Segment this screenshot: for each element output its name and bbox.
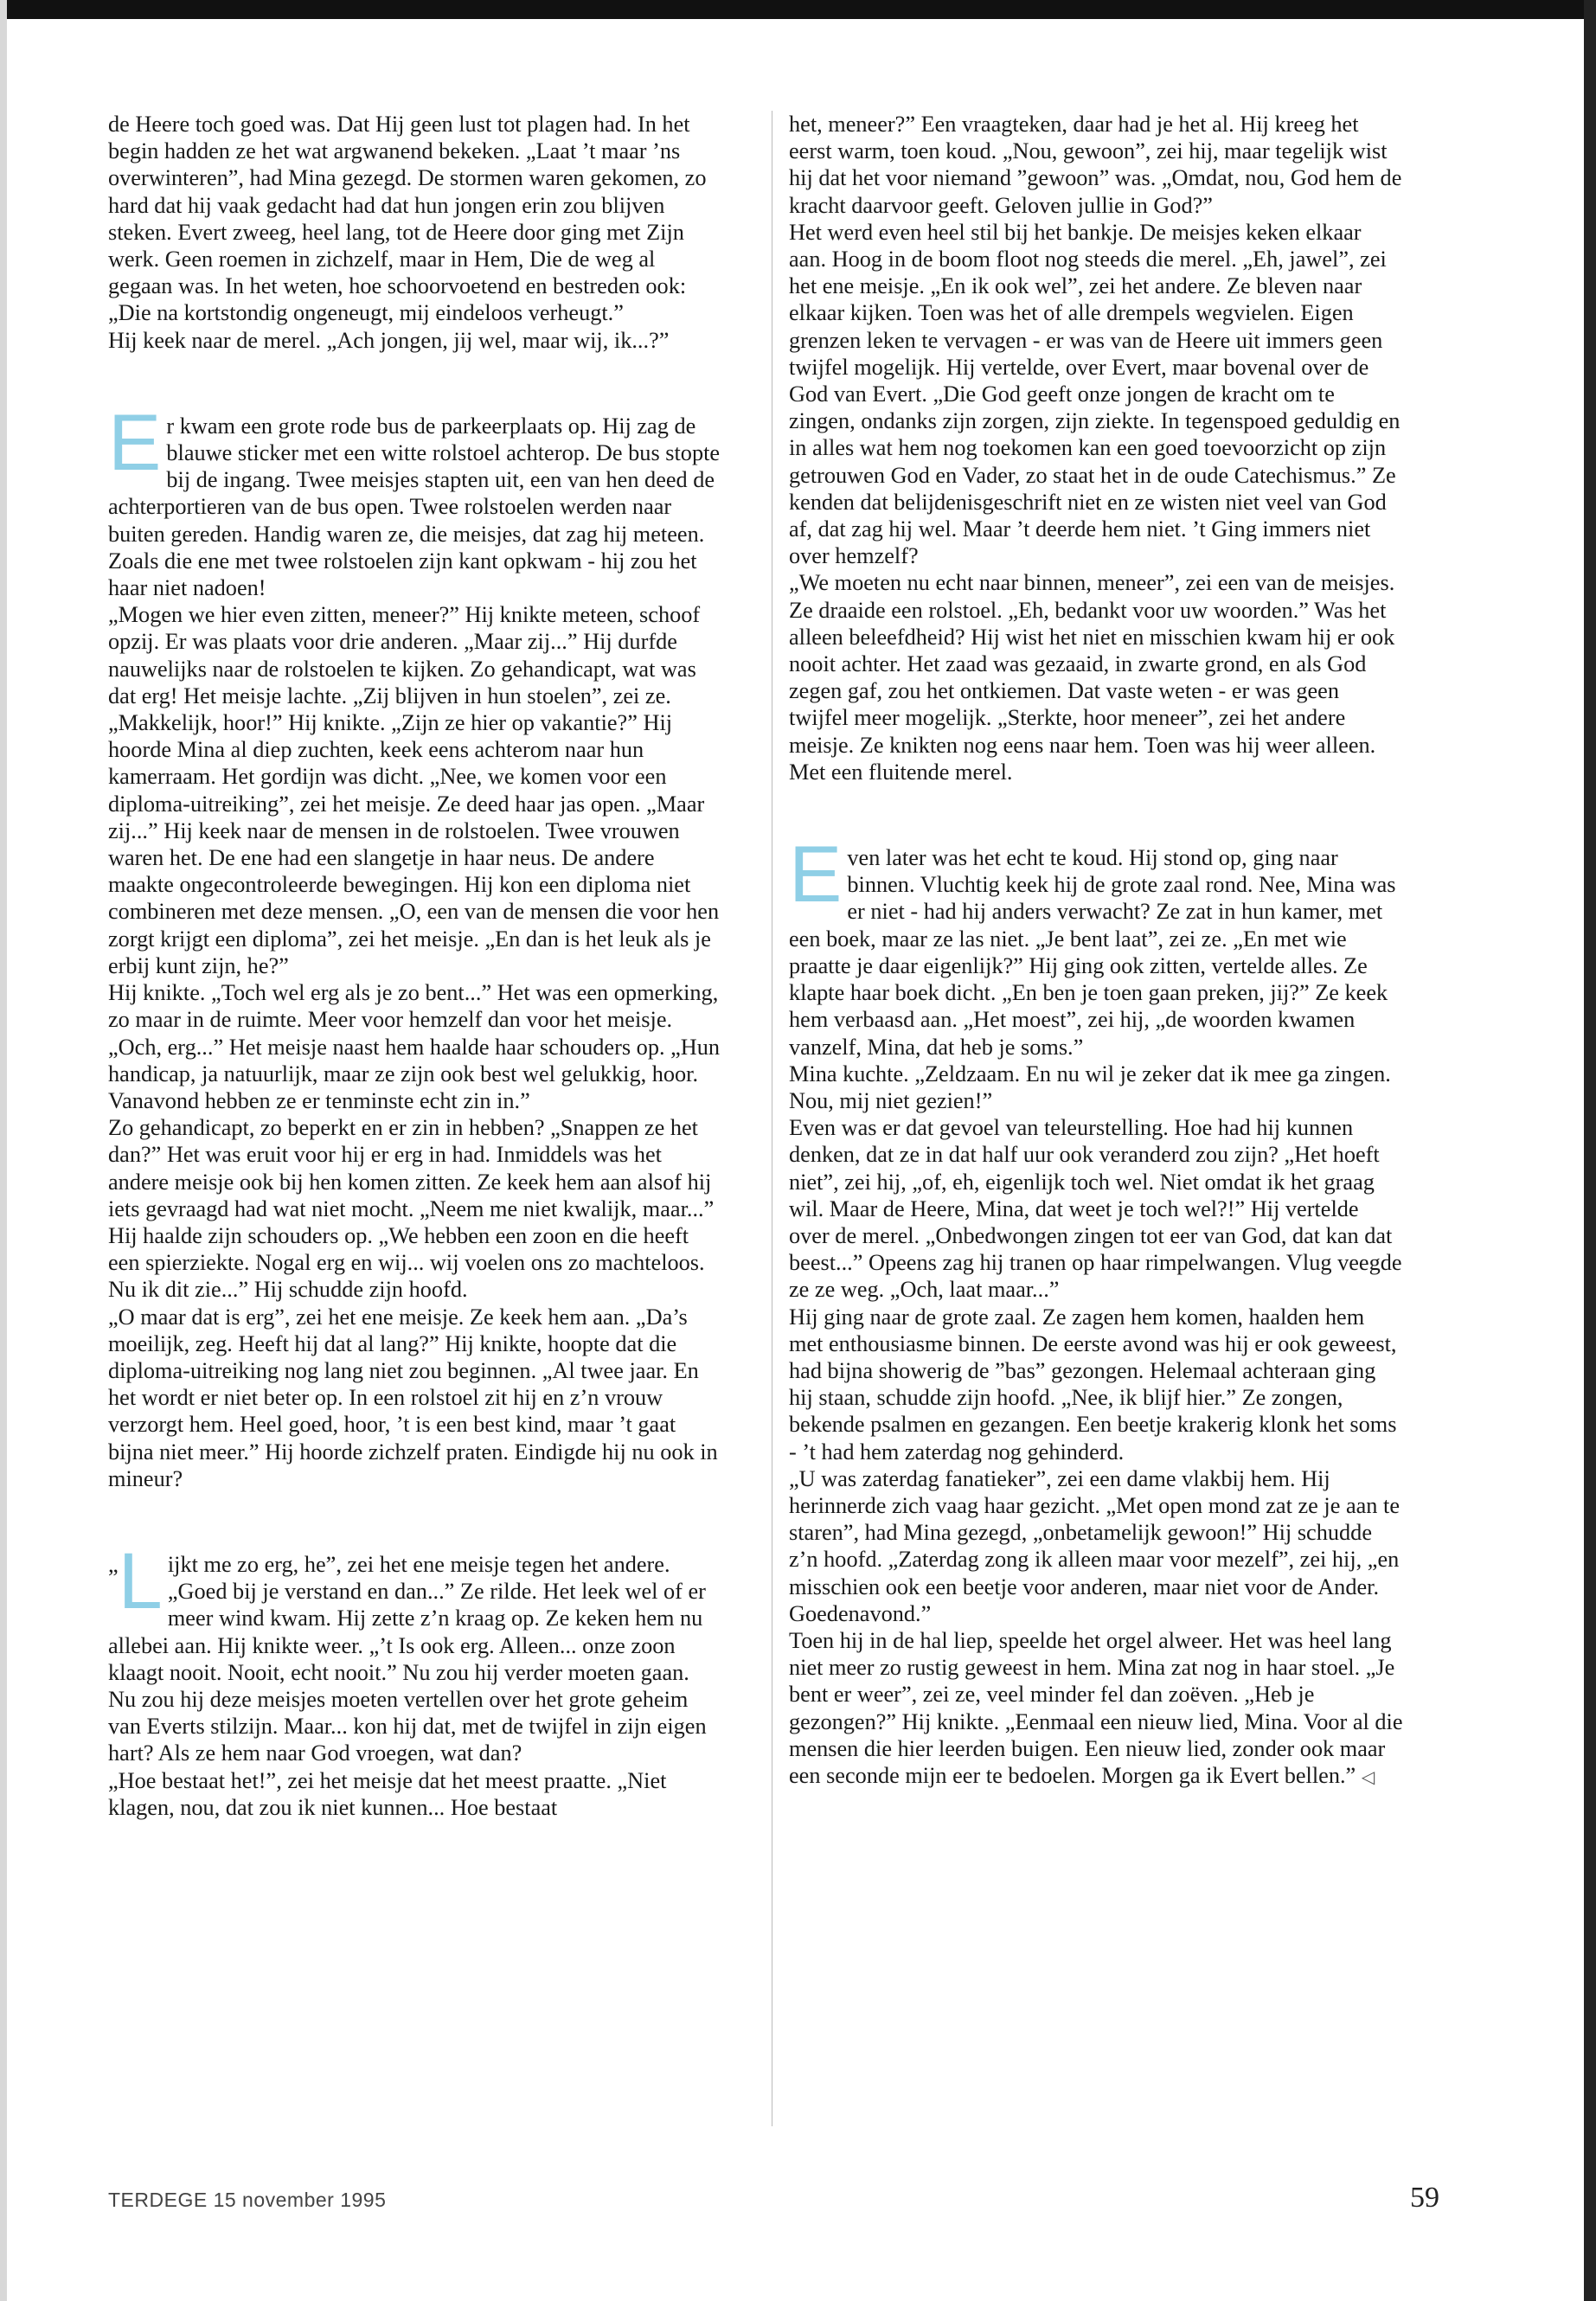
- right-column: [789, 111, 1403, 1791]
- paragraph: r kwam een grote rode bus de parkeerplaats op. Hij zag de blauwe sticker met een witte rolstoel achterop. De bus stopte bij de ingang. Twee meisjes stapten uit, een van hen deed de achterportieren van de bus open. Twee rolstoelen werden naar buiten gereden. Handig waren ze, die meisjes, dat zag hij meteen. Zoals die ene met twee rolstoelen zijn kant opkwam - hij zou het haar niet nadoen!: [108, 413, 721, 601]
- drop-cap: L: [118, 1536, 163, 1625]
- paragraph: „Mogen we hier even zitten, meneer?” Hij knikte meteen, schoof opzij. Er was plaats voor drie anderen. „Maar zij...” Hij durfde nauwelijks naar de rolstoelen te kijken. Zo gehandicapt, wat was dat erg! Het meisje lachte. „Zij blijven in hun stoelen”, zei ze. „Makkelijk, hoor!” Hij knikte. „Zijn ze hier op vakantie?” Hij hoorde Mina al diep zuchten, keek eens achterom naar hun kamerraam. Het gordijn was dicht. „Nee, we komen voor een diploma-uitreiking”, zei het meisje. Ze deed haar jas open. „Maar zij...” Hij keek naar de mensen in de rolstoelen. Twee vrouwen waren het. De ene had een slangetje in haar neus. De andere maakte ongecontroleerde bewegingen. Hij kon een diploma niet combineren met deze mensen. „O, een van de mensen die voor hen zorgt krijgt een diploma”, zei het meisje. „En dan is het leuk als je erbij kunt zijn, he?”: [108, 602, 720, 978]
- paragraph: de Heere toch goed was. Dat Hij geen lust tot plagen had. In het begin hadden ze het wat argwanend bekeken. „Laat ’t maar ’ns overwinteren”, had Mina gezegd. De stormen waren gekomen, zo hard dat hij vaak gedacht had dat hun jongen erin zou blijven steken. Evert zweeg, heel lang, tot de Heere door ging met Zijn werk. Geen roemen in zichzelf, maar in Hem, Die de weg al gegaan was. In het weten, hoe schoorvoetend en bestreden ook: „Die na kortstondig ongeneugt, mij eindeloos verheugt.”: [108, 112, 707, 326]
- paragraph: Het werd even heel stil bij het bankje. De meisjes keken elkaar aan. Hoog in de boom floot nog steeds die merel. „Eh, jawel”, zei het ene meisje. „En ik ook wel”, zei het andere. Ze bleven naar elkaar kijken. Toen was het of alle drempels wegvielen. Eigen grenzen leken te vervagen - er was van de Heere uit immers geen twijfel mogelijk. Hij vertelde, over Evert, maar bovenal over de God van Evert. „Die God geeft onze jongen de kracht om te zingen, ondanks zijn zorgen, zijn ziekte. In tegenspoed geduldig en in alles wat hem nog toekomen kan een goed toevoorzicht op zijn getrouwen God en Vader, zo staat het in de oude Catechismus.” Ze kenden dat belijdenisgeschrift niet en ze wisten niet veel van God af, dat zag hij wel. Maar ’t deerde hem niet. ’t Ging immers niet over hemzelf?: [789, 219, 1401, 569]
- page-right-edge: [1584, 0, 1596, 2301]
- opening-quote: „: [108, 1551, 119, 1577]
- paragraph: „U was zaterdag fanatieker”, zei een dame vlakbij hem. Hij herinnerde zich vaag haar gezicht. „Met open mond zat ze je aan te staren”, had Mina gezegd, „onbetamelijk gewoon!” Hij schudde z’n hoofd. „Zaterdag zong ik alleen maar voor mezelf”, zei hij, „en misschien ook een beetje voor anderen, maar niet voor de Ander. Goedenavond.”: [789, 1465, 1400, 1626]
- paragraph: het, meneer?” Een vraagteken, daar had je het al. Hij kreeg het eerst warm, toen koud. „Nou, gewoon”, zei hij, maar tegelijk wist hij dat het voor niemand ”gewoon” was. „Omdat, nou, God hem de kracht daarvoor geeft. Geloven jullie in God?”: [789, 112, 1402, 218]
- end-of-article-icon: ◁: [1361, 1767, 1375, 1787]
- paragraph: Hij knikte. „Toch wel erg als je zo bent...” Het was een opmerking, zo maar in de ruimte. Meer voor hemzelf dan voor het meisje. „Och, erg...” Het meisje naast hem haalde haar schouders op. „Hun handicap, ja natuurlijk, maar ze zijn ook best wel gelukkig, hoor. Vanavond hebben ze er tenminste echt zin in.”: [108, 980, 721, 1113]
- section-lijkt-me-zo-erg: [108, 1536, 722, 1821]
- paragraph: ijkt me zo erg, he”, zei het ene meisje tegen het andere. „Goed bij je verstand en dan...” Ze rilde. Het leek wel of er meer wind kwam. Hij zette z’n kraag op. Ze keken hem nu allebei aan. Hij knikte weer. „’t Is ook erg. Alleen... onze zoon klaagt nooit. Nooit, echt nooit.” Nu zou hij verder moeten gaan. Nu zou hij deze meisjes moeten vertellen over het grote geheim van Everts stilzijn. Maar... kon hij dat, met de twijfel in zijn eigen hart? Als ze hem naar God vroegen, wat dan?: [108, 1551, 707, 1766]
- section-even-later: [789, 830, 1403, 1791]
- left-column: [108, 111, 722, 1821]
- paragraph-text: Toen hij in de hal liep, speelde het orgel alweer. Het was heel lang niet meer zo rustig geweest in hem. Mina zat nog in haar stoel. „Je bent er weer”, zei ze, veel minder fel dan zoëven. „Heb je gezongen?” Hij knikte. „Eenmaal een nieuw lied, Mina. Voor al die mensen die hier leerden buigen. Een nieuw lied, zonder ook maar een seconde mijn eer te bedoelen. Morgen ga ik Evert bellen.”: [789, 1627, 1403, 1788]
- paragraph: Hij ging naar de grote zaal. Ze zagen hem komen, haalden hem met enthousiasme binnen. De eerste avond was hij er ook geweest, had bijna showerig de ”bas” gezongen. Helemaal achteraan ging hij staan, schudde zijn hoofd. „Nee, ik blijf hier.” Ze zongen, bekende psalmen en gezangen. Een beetje krakerig klonk het soms - ’t had hem zaterdag nog gehinderd.: [789, 1304, 1397, 1465]
- page-number: 59: [1410, 2182, 1439, 2214]
- paragraph: Hij keek naar de merel. „Ach jongen, jij wel, maar wij, ik...?”: [108, 327, 670, 353]
- paragraph-last: [789, 1627, 1403, 1791]
- paragraph: „We moeten nu echt naar binnen, meneer”, zei een van de meisjes. Ze draaide een rolstoel. „Eh, bedankt voor uw woorden.” Was het alleen beleefdheid? Hij wist het niet en misschien kwam hij er ook nooit achter. Het zaad was gezaaid, in zwarte grond, en als God zegen gaf, zou het ontkiemen. Dat vaste weten - er was geen twijfel meer mogelijk. „Sterkte, hoor meneer”, zei het andere meisje. Ze knikten nog eens naar hem. Toen was hij weer alleen. Met een fluitende merel.: [789, 570, 1395, 785]
- page-left-edge: [0, 0, 7, 2301]
- publication-footer: TERDEGE 15 november 1995: [108, 2189, 387, 2211]
- paragraph: Zo gehandicapt, zo beperkt en er zin in hebben? „Snappen ze het dan?” Het was eruit voor hij er erg in had. Inmiddels was het andere meisje ook bij hen komen zitten. Ze keek hem aan alsof hij iets gevraagd had wat niet mocht. „Neem me niet kwalijk, maar...” Hij haalde zijn schouders op. „We hebben een zoon en die heeft een spierziekte. Nogal erg en wij... wij voelen ons zo machteloos. Nu ik dit zie...” Hij schudde zijn hoofd.: [108, 1115, 715, 1303]
- paragraph: ven later was het echt te koud. Hij stond op, ging naar binnen. Vluchtig keek hij de grote zaal rond. Nee, Mina was er niet - had hij anders verwacht? Ze zat in hun kamer, met een boek, maar ze las niet. „Je bent laat”, zei ze. „En met wie praatte je daar eigenlijk?” Hij ging ook zitten, vertelde alles. Ze klapte haar boek dicht. „En ben je toen gaan preken, jij?” Ze keek hem verbaasd aan. „Het moest”, zei hij, „de woorden kwamen vanzelf, Mina, dat heb je soms.”: [789, 845, 1396, 1060]
- drop-cap: E: [789, 830, 843, 920]
- page-top-edge: [0, 0, 1596, 19]
- section-bus-arrival: [108, 398, 722, 1492]
- paragraph: Even was er dat gevoel van teleurstelling. Hoe had hij kunnen denken, dat ze in dat half uur ook veranderd zou zijn? „Het hoeft niet”, zei hij, „of, eh, eigenlijk toch wel. Niet omdat ik het graag wil. Maar de Heere, Mina, dat weet je toch wel?!” Hij vertelde over de merel. „Onbedwongen zingen tot eer van God, dat kan dat beest...” Opeens zag hij tranen op haar rimpelwangen. Vlug veegde ze ze weg. „Och, laat maar...”: [789, 1115, 1402, 1303]
- paragraph: „O maar dat is erg”, zei het ene meisje. Ze keek hem aan. „Da’s moeilijk, zeg. Heeft hij dat al lang?” Hij knikte, hoopte dat die diploma-uitreiking nog lang niet zou beginnen. „Al twee jaar. En het wordt er niet beter op. In een rolstoel zit hij en z’n vrouw verzorgt hem. Heel goed, hoor, ’t is een best kind, maar ’t gaat bijna niet meer.” Hij hoorde zichzelf praten. Eindigde hij nu ook in mineur?: [108, 1304, 718, 1491]
- paragraph: „Hoe bestaat het!”, zei het meisje dat het meest praatte. „Niet klagen, nou, dat zou ik niet kunnen... Hoe bestaat: [108, 1767, 667, 1820]
- drop-cap: E: [108, 398, 162, 487]
- paragraph: Mina kuchte. „Zeldzaam. En nu wil je zeker dat ik mee ga zingen. Nou, mij niet gezien!”: [789, 1061, 1391, 1113]
